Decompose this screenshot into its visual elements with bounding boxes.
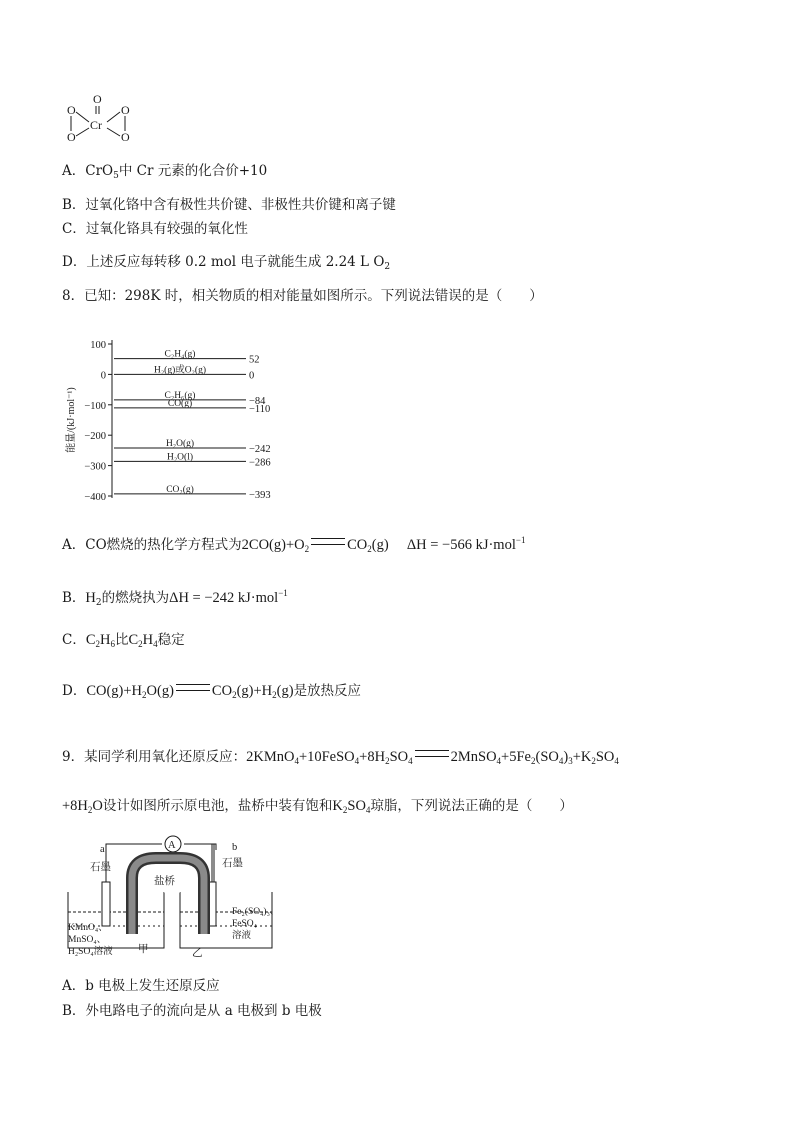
q8-option-b: B．$H_2$的燃烧执为ΔH = −242 kJ·mol$^{-1}$ [62, 588, 288, 608]
q8-option-c: C．$C_2H_6$比$C_2H_4$稳定 [62, 632, 185, 649]
q8-option-a: A．CO燃烧的热化学方程式为$2CO(g)+O_2$ $CO_2(g)$ ΔH = −566 kJ·mol$^{-1}$ [62, 535, 526, 554]
q9-stem-line1: 9．某同学利用氧化还原反应：$2KMnO_4+10FeSO_4+8H_2SO_4$ $2MnSO_4+5Fe_2(SO_4)_3+K_2SO_4$ [62, 749, 619, 766]
q9-option-b: B．外电路电子的流向是从 a 电极到 b 电极 [62, 1003, 322, 1019]
cro5-oxygen-right-top: O [121, 103, 130, 117]
galvanic-cell-diagram [62, 830, 322, 970]
ammeter-label: A [168, 840, 176, 851]
y-tick-label: 0 [100, 370, 106, 382]
energy-level-chart [62, 330, 272, 508]
equals-sign [176, 684, 210, 691]
energy-level-value: −110 [249, 403, 271, 415]
graphite-right-label: 石墨 [222, 858, 243, 869]
equals-sign [311, 538, 345, 545]
graphite-left-label: 石墨 [90, 862, 111, 873]
q7-option-b: B．过氧化铬中含有极性共价键、非极性共价键和离子键 [62, 197, 396, 213]
energy-level-label: H₂O(g) [165, 438, 195, 449]
y-tick-label: 100 [90, 340, 106, 351]
y-axis-label: 能量/(kJ·mol⁻¹) [66, 387, 77, 453]
electrode-a-label: a [100, 844, 105, 855]
cro5-structure [62, 92, 136, 144]
q8-stem: 8．已知：298K 时，相关物质的相对能量如图所示。下列说法错误的是（ ） [62, 288, 543, 304]
right-solution-line1: Fe₂(SO₄)₃、 [232, 907, 280, 917]
cro5-oxygen-left-top: O [67, 103, 76, 117]
beaker-jia-label: 甲 [138, 944, 149, 955]
q7-option-a: A．CrO$_5$中 Cr 元素的化合价+10 [62, 163, 268, 181]
energy-level-label: CO₂(g) [166, 484, 194, 495]
energy-level-label: H₂(g)或O₂(g) [154, 365, 206, 376]
y-tick-label: −200 [84, 431, 106, 443]
left-solution-line3: H₂SO₄溶液 [68, 947, 113, 957]
left-solution-line1: KMnO₄、 [68, 923, 108, 933]
cro5-oxygen-right-bottom: O [121, 130, 130, 144]
q7-option-c: C．过氧化铬具有较强的氧化性 [62, 221, 248, 237]
q7-option-d: D．上述反应每转移 0.2 mol 电子就能生成 2.24 L $O_2$ [62, 254, 391, 272]
q8-option-d: D．$CO(g)+H_2O(g)$ $CO_2(g)+H_2(g)$是放热反应 [62, 683, 362, 700]
energy-level-value: 52 [249, 354, 260, 366]
energy-level-value: 0 [249, 370, 255, 382]
energy-level-value: −242 [249, 443, 271, 455]
cro5-chromium: Cr [90, 118, 102, 132]
y-tick-label: −300 [84, 461, 106, 473]
salt-bridge-label: 盐桥 [154, 876, 175, 887]
left-solution-line2: MnSO₄、 [68, 935, 107, 945]
beaker-yi-label: 乙 [192, 948, 203, 959]
electrode-b-label: b [232, 842, 238, 853]
right-solution-line2: FeSO₄ [232, 919, 257, 929]
left-graphite-electrode [102, 882, 110, 926]
energy-level-value: −393 [249, 489, 271, 501]
salt-bridge [132, 858, 204, 934]
y-tick-label: −100 [84, 400, 106, 412]
cro5-oxygen-left-bottom: O [67, 130, 76, 144]
energy-level-value: −286 [249, 457, 271, 469]
energy-level-label: C₂H₄(g) [164, 349, 196, 360]
cro5-oxygen-top: O [93, 92, 102, 106]
y-tick-label: −400 [84, 492, 106, 503]
energy-level-value: −84 [249, 395, 266, 407]
q9-stem-line2: $+8H_2O$设计如图所示原电池，盐桥中装有饱和$K_2SO_4$琼脂，下列说法正确的是（ ） [62, 798, 573, 815]
energy-level-label: H₂O(l) [167, 452, 193, 463]
equals-sign [415, 750, 449, 757]
right-solution-line3: 溶液 [232, 931, 252, 941]
q9-option-a: A．b 电极上发生还原反应 [62, 978, 220, 994]
energy-level-label: CO(g) [167, 398, 193, 409]
energy-level-label: C₂H₆(g) [164, 390, 196, 401]
